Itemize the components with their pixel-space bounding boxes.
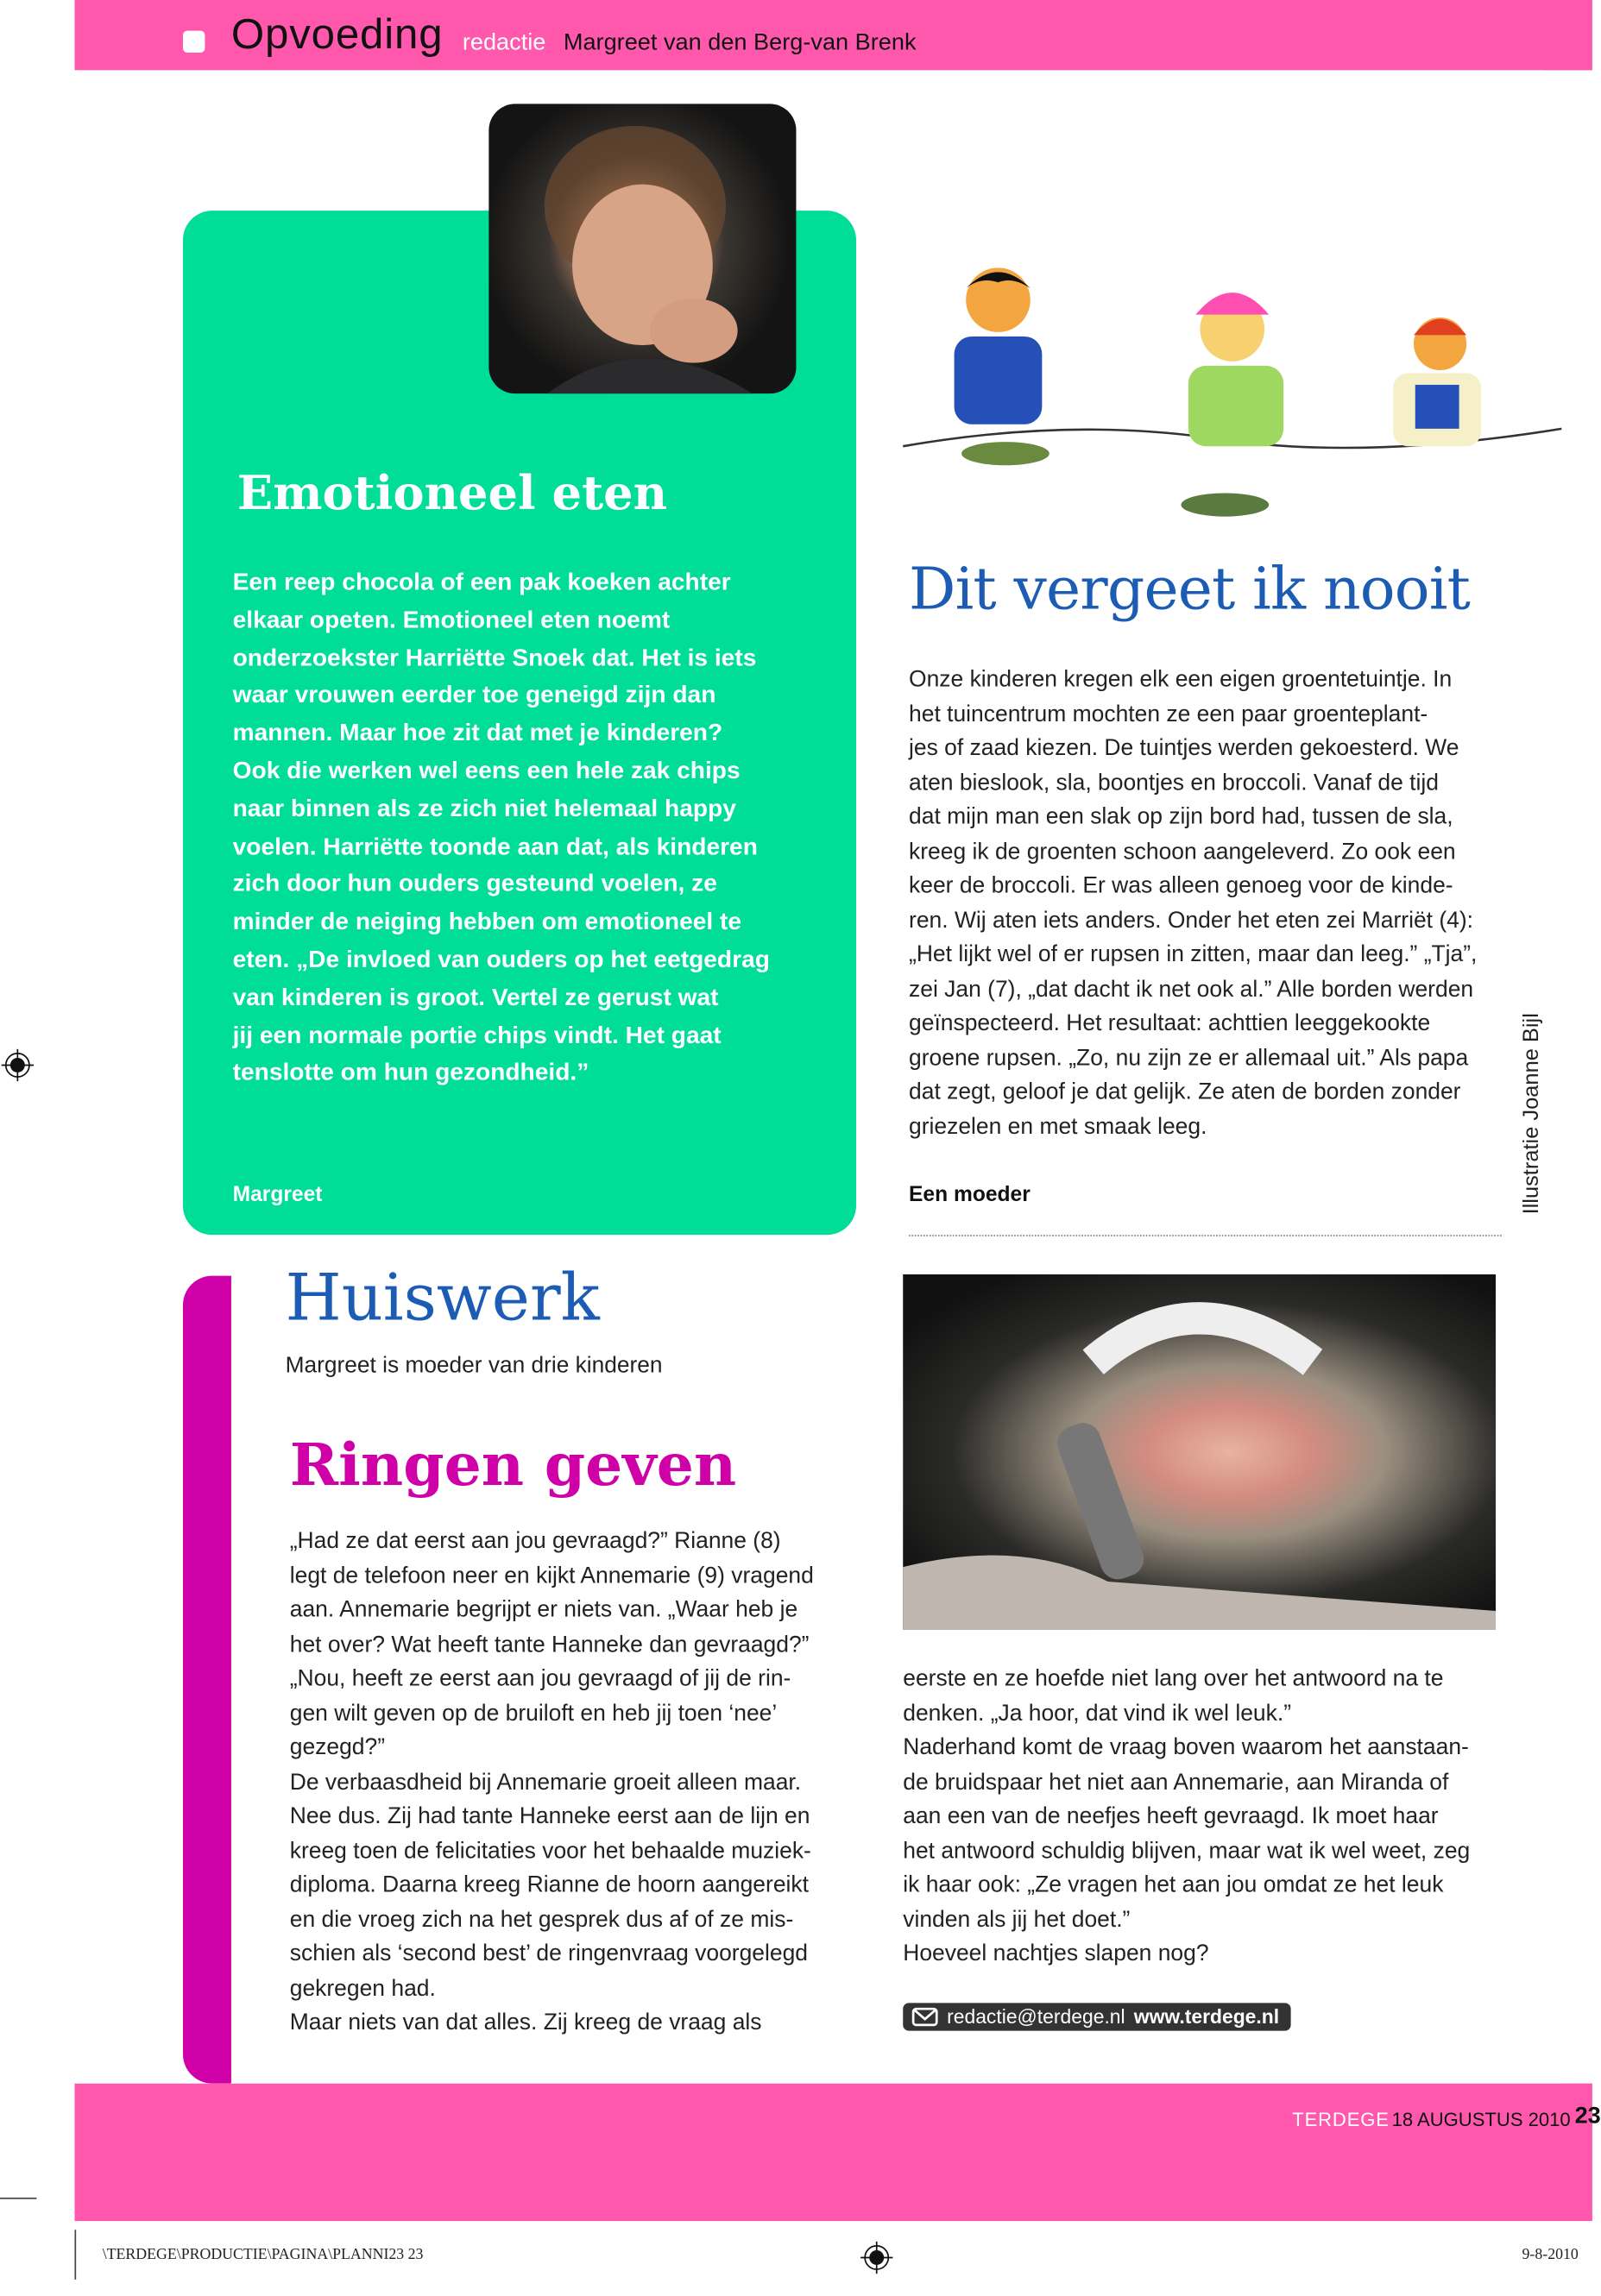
contact-email[interactable]: redactie@terdege.nl [947, 2005, 1125, 2029]
author-photo [488, 104, 796, 393]
crop-mark [74, 2230, 76, 2280]
section-title: Opvoeding [230, 11, 444, 59]
children-eating-illustration [896, 256, 1569, 534]
registration-mark-icon [2, 1049, 34, 1081]
article-body-right: eerste en ze hoefde niet lang over het antwoord na te denken. „Ja hoor, dat vind ik wel leuk.” Naderhand komt de vraag boven waarom het aanstaan- de bruidspaar het niet aan Annemarie, aan Miranda of aan een van de neefjes heeft gevraagd. Ik moet haar het antwoord schuldig blijven, maar wat ik wel weet, zeg ik haar ook: „Ze vragen het aan jou omdat ze het leuk vinden als jij het doet.” Hoeveel nachtjes slapen nog? [903, 1666, 1471, 1967]
column-title: Dit vergeet ik nooit [909, 556, 1471, 624]
print-slug-date: 9-8-2010 [1522, 2247, 1579, 2264]
column-signature: Margreet [232, 1183, 323, 1207]
print-slug-path: \TERDEGE\PRODUCTIE\PAGINA\PLANNI23 23 [102, 2247, 424, 2264]
huiswerk-subtitle: Margreet is moeder van drie kinderen [285, 1353, 663, 1379]
page-number: 23 [1574, 2104, 1601, 2129]
envelope-icon [911, 2008, 938, 2027]
contact-website[interactable]: www.terdege.nl [1133, 2005, 1280, 2029]
editor-name: Margreet van den Berg-van Brenk [563, 30, 917, 56]
girl-on-phone-photo [903, 1274, 1496, 1630]
column-body: Onze kinderen kregen elk een eigen groentetuintje. In het tuincentrum mochten ze een paar groenteplant- jes of zaad kiezen. De tuintjes werden gekoesterd. We aten bieslook, sla, boontjes en broccoli. Vanaf de tijd dat mijn man een slak op zijn bord had, tussen de sla, kreeg ik de groenten schoon aangeleverd. Zo ook een keer de broccoli. Er was alleen genoeg voor de kinde- ren. Wij aten iets anders. Onder het eten zei Marriët (4): „Het lijkt wel of er rupsen in zitten, maar dan leeg.” „Tja”, zei Jan (7), „dat dacht ik net ook al.” Alle borden werden geïnspecteerd. Het resultaat: achttien leeggekookte groene rupsen. „Zo, nu zijn ze er allemaal uit.” Als papa dat zegt, geloof je dat gelijk. Ze aten de borden zonder griezelen en met smaak leeg. [909, 667, 1478, 1140]
redactie-label: redactie [462, 30, 546, 56]
huiswerk-accent-bar [183, 1276, 231, 2084]
contact-box [903, 2003, 1290, 2030]
footer-date: 18 AUGUSTUS 2010 [1391, 2108, 1571, 2130]
huiswerk-title: Huiswerk [285, 1261, 600, 1337]
illustration-credit: Illustratie Joanne Bijl [1519, 1013, 1544, 1215]
column-body: Een reep chocola of een pak koeken achter elkaar opeten. Emotioneel eten noemt onderzoekster Harriëtte Snoek dat. Het is iets waar vrouwen eerder toe geneigd zijn dan mannen. Maar hoe zit dat met je kinderen? Ook die werken wel eens een hele zak chips naar binnen als ze zich niet helemaal happy voelen. Harriëtte toonde aan dat, als kinderen zich door hun ouders gesteund voelen, ze minder de neiging hebben om emotioneel te eten. „De invloed van ouders op het eetgedrag van kinderen is groot. Vertel ze gerust wat jij een normale portie chips vindt. Het gaat tenslotte om hun gezondheid.” [232, 567, 770, 1086]
registration-mark-icon [860, 2242, 892, 2274]
column-title: Emotioneel eten [236, 465, 668, 521]
section-square-icon [183, 31, 205, 53]
article-title: Ringen geven [289, 1431, 737, 1500]
dotted-divider [909, 1235, 1502, 1236]
column-signature: Een moeder [909, 1183, 1031, 1207]
article-body-left: „Had ze dat eerst aan jou gevraagd?” Rianne (8) legt de telefoon neer en kijkt Annemarie (9) vragend aan. Annemarie begrijpt er niets van. „Waar heb je het over? Wat heeft tante Hanneke dan gevraagd?” „Nou, heeft ze eerst aan jou gevraagd of jij de rin- gen wilt geven op de bruiloft en heb jij toen ‘nee’ gezegd?” De verbaasdheid bij Annemarie groeit alleen maar. Nee dus. Zij had tante Hanneke eerst aan de lijn en kreeg toen de felicitaties voor het behaalde muziek- diploma. Daarna kreeg Rianne de hoorn aangereikt en die vroeg zich na het gesprek dus af of ze mis- schien als ‘second best’ de ringenvraag voorgelegd gekregen had. Maar niets van dat alles. Zij kreeg de vraag als [289, 1529, 814, 2035]
crop-mark [0, 2198, 36, 2199]
footer-brand: TERDEGE [1292, 2108, 1390, 2130]
footer-bar [74, 2084, 1592, 2221]
